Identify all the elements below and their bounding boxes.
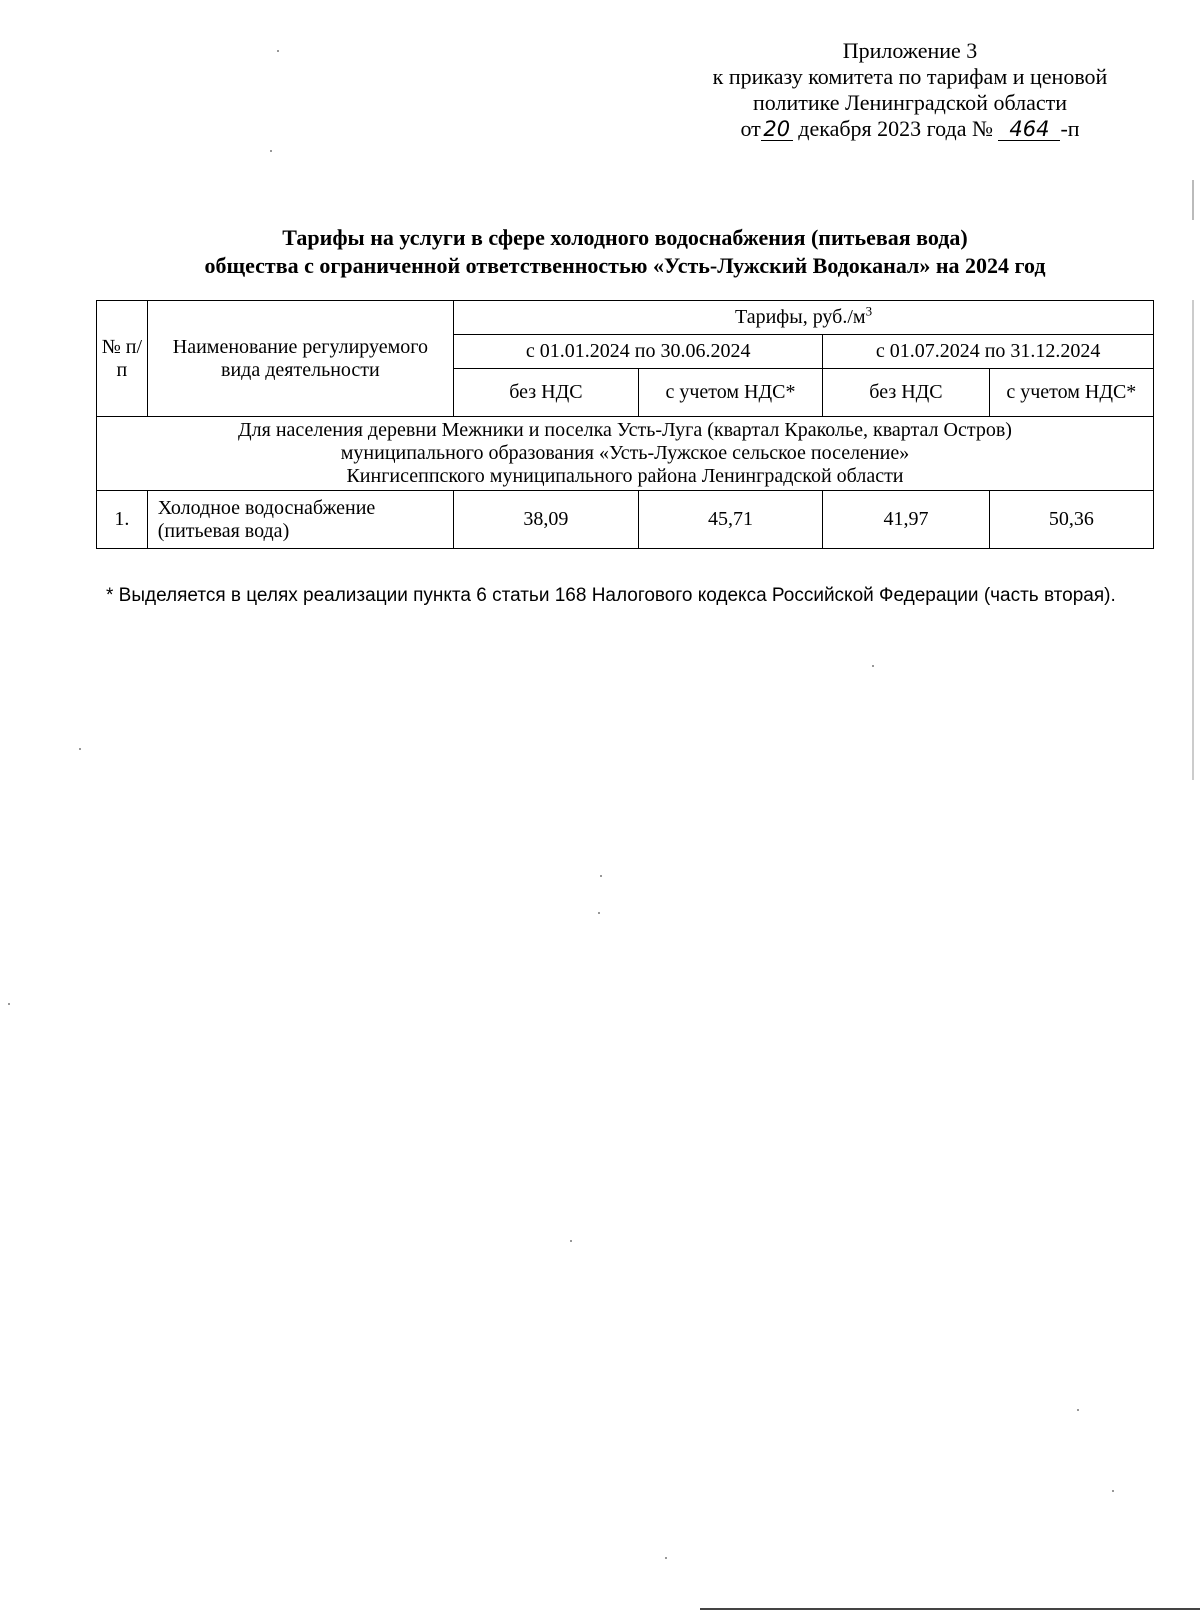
date-prefix: от: [740, 116, 761, 141]
header-activity-name: Наименование регулируемого вида деятельности: [147, 301, 453, 417]
scan-speck: [277, 50, 279, 52]
group-line-1: Для населения деревни Межники и поселка Усть-Луга (квартал Краколье, квартал Остров): [238, 419, 1012, 441]
tariffs-table: [96, 300, 1154, 549]
scan-speck: [270, 150, 272, 152]
scan-speck: [1192, 180, 1194, 220]
table-row: [97, 491, 1154, 549]
row-p1-with-vat: 45,71: [638, 491, 823, 549]
scan-speck: [1192, 300, 1194, 780]
title-line-1: Тарифы на услуги в сфере холодного водоснабжения (питьевая вода): [282, 225, 968, 250]
scan-speck: [598, 912, 600, 914]
header-p2-with-vat: с учетом НДС*: [989, 369, 1153, 417]
table-group-row: [97, 417, 1154, 491]
scan-speck: [8, 1003, 10, 1005]
row-p2-without-vat: 41,97: [823, 491, 989, 549]
scan-speck: [872, 665, 874, 667]
appendix-committee-line: политике Ленинградской области: [752, 90, 1067, 115]
group-line-2: муниципального образования «Усть-Лужское сельское поселение»: [340, 442, 910, 464]
document-title: [90, 224, 1160, 280]
header-period-1: с 01.01.2024 по 30.06.2024: [454, 335, 823, 369]
appendix-header: [680, 38, 1140, 142]
header-p2-without-vat: без НДС: [823, 369, 989, 417]
row-p1-without-vat: 38,09: [454, 491, 639, 549]
scan-speck: [665, 1557, 667, 1559]
handwritten-day: 20: [761, 118, 793, 141]
scan-speck: [1112, 1490, 1114, 1492]
header-tariffs: Тарифы, $руб./м^3$: [454, 301, 1154, 335]
footnote: * Выделяется в целях реализации пункта 6 статьи 168 Налогового кодекса Российской Федерации (часть вторая).: [106, 585, 1116, 606]
row-activity-name: Холодное водоснабжение (питьевая вода): [147, 491, 453, 549]
date-rest: декабря 2023 года №: [798, 116, 993, 141]
row-num: 1.: [97, 491, 148, 549]
scan-speck: [700, 1608, 1200, 1610]
group-heading: [97, 417, 1154, 491]
header-p1-without-vat: без НДС: [454, 369, 639, 417]
scan-speck: [1077, 1409, 1079, 1411]
appendix-order-line: к приказу комитета по тарифам и ценовой: [712, 64, 1108, 89]
handwritten-order-number: 464: [998, 118, 1060, 141]
row-p2-with-vat: 50,36: [989, 491, 1153, 549]
group-line-3: Кингисеппского муниципального района Ленинградской области: [346, 465, 904, 487]
scan-speck: [600, 875, 602, 877]
title-line-2: общества с ограниченной ответственностью «Усть-Лужский Водоканал» на 2024 год: [204, 253, 1046, 278]
appendix-title: Приложение 3: [842, 38, 978, 63]
header-p1-with-vat: с учетом НДС*: [638, 369, 823, 417]
table-header-row: [97, 301, 1154, 335]
scan-speck: [570, 1240, 572, 1242]
header-num: № п/п: [97, 301, 148, 417]
appendix-date-line: [680, 116, 1140, 142]
header-period-2: с 01.07.2024 по 31.12.2024: [823, 335, 1154, 369]
order-suffix: -п: [1060, 116, 1080, 141]
scan-speck: [79, 748, 81, 750]
